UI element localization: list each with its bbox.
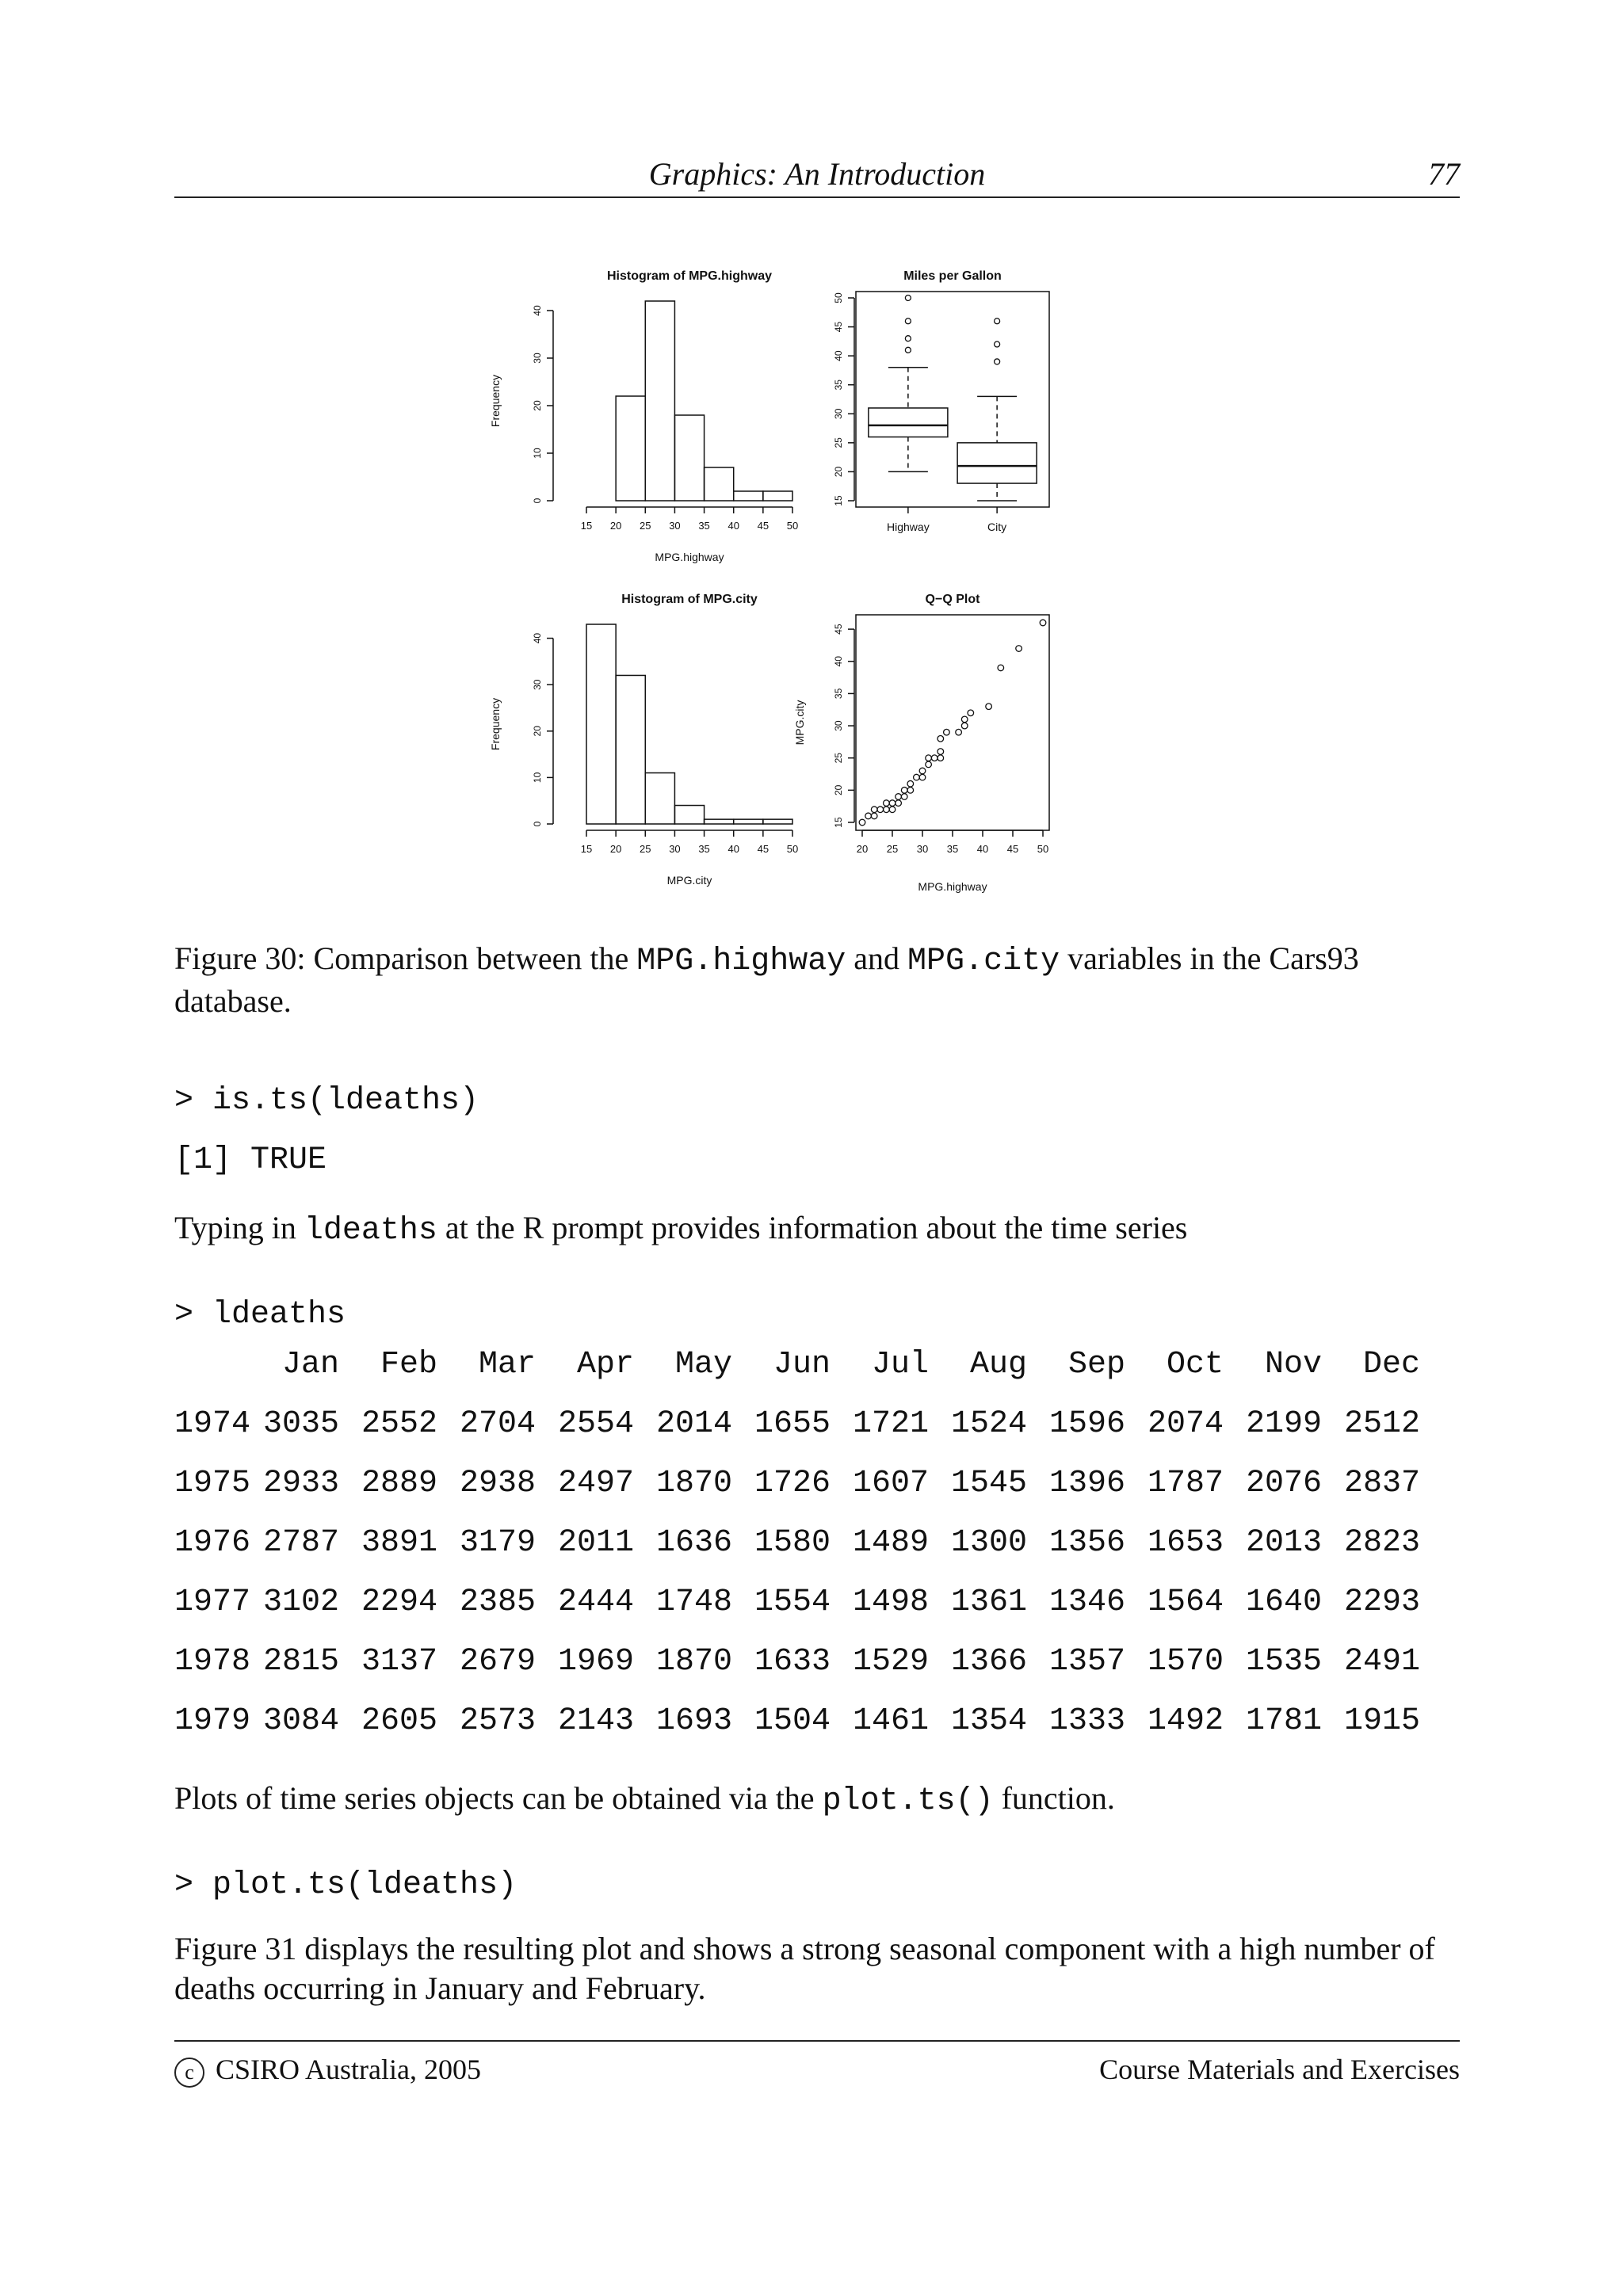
page-footer xyxy=(174,2040,1460,2085)
paragraph-figure-31: Figure 31 displays the resulting plot and shows a strong seasonal component with a high number of deaths occurring in January and February. xyxy=(174,1931,1435,2006)
output-true: [1] TRUE xyxy=(174,1142,327,1178)
value-cell: 1356 xyxy=(1048,1525,1125,1561)
boxplot-mpg-outlier xyxy=(905,336,911,341)
qq-plot-y-label: MPG.city xyxy=(793,700,806,746)
value-cell: 1396 xyxy=(1048,1466,1125,1501)
hist-highway-bar xyxy=(674,415,704,501)
qq-plot-point xyxy=(944,729,950,735)
boxplot-mpg-outlier xyxy=(905,318,911,324)
value-cell: 2013 xyxy=(1245,1525,1322,1561)
code-plot-ts: > plot.ts(ldeaths) xyxy=(174,1867,517,1903)
boxplot-mpg-title: Miles per Gallon xyxy=(903,269,1002,283)
month-header: Mar xyxy=(478,1347,536,1383)
value-cell: 1461 xyxy=(852,1703,929,1739)
value-cell: 1570 xyxy=(1147,1644,1224,1680)
figure-caption: Figure 30: Comparison between the MPG.highway and MPG.city variables in the Cars93 database. xyxy=(174,940,1359,1019)
paragraph-typing: Typing in ldeaths at the R prompt provides information about the time series xyxy=(174,1210,1188,1249)
paragraph-plot-ts: Plots of time series objects can be obtained via the plot.ts() function. xyxy=(174,1780,1115,1819)
hist-highway-x-tick-label: 45 xyxy=(757,520,769,532)
value-cell: 1693 xyxy=(655,1703,732,1739)
hist-city-y-tick-label: 10 xyxy=(532,772,543,784)
qq-plot-point xyxy=(889,807,896,813)
boxplot-mpg-outlier xyxy=(995,359,1000,364)
copyright-icon: c xyxy=(174,2058,204,2088)
qq-plot-x-tick-label: 35 xyxy=(946,843,959,855)
value-cell: 2837 xyxy=(1343,1466,1420,1501)
hist-highway-y-tick-label: 10 xyxy=(532,448,543,459)
value-cell: 1748 xyxy=(655,1585,732,1620)
hist-highway-bar xyxy=(705,467,734,501)
qq-plot-point xyxy=(884,800,890,807)
value-cell: 2294 xyxy=(361,1585,437,1620)
hist-highway-x-label: MPG.highway xyxy=(655,551,724,563)
value-cell: 1596 xyxy=(1048,1406,1125,1442)
value-cell: 1498 xyxy=(852,1585,929,1620)
value-cell: 1535 xyxy=(1245,1644,1322,1680)
value-cell: 1653 xyxy=(1147,1525,1224,1561)
hist-highway-x-tick-label: 30 xyxy=(669,520,681,532)
boxplot-mpg-category-label: City xyxy=(987,521,1007,533)
hist-highway-x-tick-label: 40 xyxy=(727,520,739,532)
hist-city-y-tick-label: 30 xyxy=(532,679,543,690)
qq-plot-point xyxy=(938,749,944,755)
qq-plot-x-tick-label: 25 xyxy=(886,843,899,855)
qq-plot-point xyxy=(889,800,896,807)
qq-plot-point xyxy=(919,774,926,780)
boxplot-mpg-y-tick-label: 25 xyxy=(833,437,844,448)
value-cell: 3137 xyxy=(361,1644,437,1680)
boxplot-mpg-outlier xyxy=(995,341,1000,347)
hist-city-bar xyxy=(734,819,763,824)
month-header: May xyxy=(674,1347,732,1383)
value-cell: 1870 xyxy=(655,1644,732,1680)
value-cell: 1361 xyxy=(950,1585,1027,1620)
value-cell: 1607 xyxy=(852,1466,929,1501)
boxplot-mpg-y-tick-label: 40 xyxy=(833,350,844,361)
qq-plot-point xyxy=(938,736,944,742)
qq-plot-y-tick-label: 15 xyxy=(833,817,844,828)
value-cell: 2444 xyxy=(557,1585,634,1620)
month-header: Dec xyxy=(1362,1347,1420,1383)
value-cell: 2199 xyxy=(1245,1406,1322,1442)
hist-city-x-tick-label: 30 xyxy=(669,843,681,855)
figure-30 xyxy=(475,238,1141,903)
hist-city-title: Histogram of MPG.city xyxy=(621,593,758,606)
value-cell: 1545 xyxy=(950,1466,1027,1501)
footer-copyright: c CSIRO Australia, 2005 xyxy=(174,2053,481,2088)
qq-plot-point xyxy=(896,800,902,807)
hist-city-x-tick-label: 45 xyxy=(757,843,769,855)
hist-city-x-tick-label: 20 xyxy=(609,843,622,855)
value-cell: 1333 xyxy=(1048,1703,1125,1739)
year-cell: 1975 xyxy=(174,1466,251,1501)
qq-plot-y-tick-label: 25 xyxy=(833,753,844,764)
value-cell: 1346 xyxy=(1048,1585,1125,1620)
inline-code-plot-ts: plot.ts() xyxy=(822,1783,994,1819)
value-cell: 1354 xyxy=(950,1703,1027,1739)
boxplot-mpg-category-label: Highway xyxy=(887,521,930,533)
value-cell: 1524 xyxy=(950,1406,1027,1442)
month-header: Feb xyxy=(380,1347,437,1383)
value-cell: 2497 xyxy=(557,1466,634,1501)
value-cell: 1489 xyxy=(852,1525,929,1561)
value-cell: 2076 xyxy=(1245,1466,1322,1501)
qq-plot-point xyxy=(859,819,865,826)
month-header: Aug xyxy=(969,1347,1027,1383)
value-cell: 2074 xyxy=(1147,1406,1224,1442)
boxplot-mpg-y-tick-label: 15 xyxy=(833,495,844,506)
qq-plot-point xyxy=(901,788,907,794)
hist-city-x-tick-label: 25 xyxy=(640,843,651,855)
value-cell: 1781 xyxy=(1245,1703,1322,1739)
value-cell: 1529 xyxy=(852,1644,929,1680)
value-cell: 1564 xyxy=(1147,1585,1224,1620)
hist-highway-x-tick-label: 20 xyxy=(609,520,622,532)
year-cell: 1976 xyxy=(174,1525,251,1561)
qq-plot-x-tick-label: 45 xyxy=(1006,843,1019,855)
value-cell: 2491 xyxy=(1343,1644,1420,1680)
boxplot-mpg-box xyxy=(869,408,948,437)
hist-highway-x-tick-label: 25 xyxy=(640,520,651,532)
hist-city-x-tick-label: 50 xyxy=(786,843,799,855)
qq-plot-point xyxy=(877,807,884,813)
boxplot-mpg-box xyxy=(957,443,1037,483)
inline-code-ldeaths: ldeaths xyxy=(304,1213,437,1249)
code-is-ts: > is.ts(ldeaths) xyxy=(174,1083,479,1119)
boxplot-mpg-y-tick-label: 45 xyxy=(833,321,844,333)
value-cell: 2143 xyxy=(557,1703,634,1739)
month-header: Jan xyxy=(281,1347,339,1383)
month-header: Apr xyxy=(576,1347,634,1383)
hist-city-y-label: Frequency xyxy=(489,697,502,751)
hist-city-x-tick-label: 35 xyxy=(698,843,710,855)
value-cell: 2011 xyxy=(557,1525,634,1561)
month-header: Sep xyxy=(1067,1347,1125,1383)
hist-city-x-tick-label: 40 xyxy=(727,843,739,855)
value-cell: 2573 xyxy=(459,1703,536,1739)
value-cell: 2938 xyxy=(459,1466,536,1501)
hist-city-bar xyxy=(616,675,645,824)
hist-city-bar xyxy=(586,624,616,824)
qq-plot-frame xyxy=(856,615,1049,830)
hist-highway-bar xyxy=(616,396,645,501)
qq-plot-y-tick-label: 45 xyxy=(833,624,844,635)
hist-city-x-tick-label: 15 xyxy=(580,843,593,855)
qq-plot-title: Q−Q Plot xyxy=(925,593,980,606)
value-cell: 1655 xyxy=(754,1406,831,1442)
value-cell: 2293 xyxy=(1343,1585,1420,1620)
qq-plot-point xyxy=(956,729,962,735)
value-cell: 2933 xyxy=(262,1466,339,1501)
qq-plot-point xyxy=(931,755,938,761)
code-ldeaths: > ldeaths xyxy=(174,1297,346,1333)
boxplot-mpg-outlier xyxy=(905,296,911,301)
value-cell: 2605 xyxy=(361,1703,437,1739)
hist-city-y-tick-label: 40 xyxy=(532,632,543,644)
value-cell: 1721 xyxy=(852,1406,929,1442)
value-cell: 1504 xyxy=(754,1703,831,1739)
value-cell: 1492 xyxy=(1147,1703,1224,1739)
running-title: Graphics: An Introduction xyxy=(648,156,986,192)
hist-highway-y-tick-label: 0 xyxy=(532,498,543,504)
hist-city-bar xyxy=(645,773,674,824)
value-cell: 1915 xyxy=(1343,1703,1420,1739)
qq-plot-x-tick-label: 20 xyxy=(856,843,869,855)
hist-city-y-tick-label: 20 xyxy=(532,726,543,737)
footer-course: Course Materials and Exercises xyxy=(1099,2054,1460,2085)
value-cell: 2014 xyxy=(655,1406,732,1442)
hist-city-y-tick-label: 0 xyxy=(532,821,543,827)
value-cell: 1636 xyxy=(655,1525,732,1561)
boxplot-mpg-y-tick-label: 30 xyxy=(833,408,844,419)
year-cell: 1977 xyxy=(174,1585,251,1620)
value-cell: 1870 xyxy=(655,1466,732,1501)
qq-plot-point xyxy=(938,755,944,761)
value-cell: 3179 xyxy=(459,1525,536,1561)
hist-highway-bar xyxy=(734,491,763,501)
qq-plot-x-tick-label: 50 xyxy=(1037,843,1049,855)
value-cell: 2889 xyxy=(361,1466,437,1501)
value-cell: 1969 xyxy=(557,1644,634,1680)
qq-plot-x-tick-label: 30 xyxy=(916,843,929,855)
qq-plot-x-label: MPG.highway xyxy=(918,880,987,893)
qq-plot-point xyxy=(986,704,992,710)
value-cell: 1366 xyxy=(950,1644,1027,1680)
month-header: Jul xyxy=(871,1347,929,1383)
qq-plot-point xyxy=(871,813,877,819)
value-cell: 1300 xyxy=(950,1525,1027,1561)
value-cell: 2385 xyxy=(459,1585,536,1620)
qq-plot-y-tick-label: 40 xyxy=(833,656,844,667)
month-header: Nov xyxy=(1264,1347,1322,1383)
hist-highway-bar xyxy=(645,301,674,501)
value-cell: 3891 xyxy=(361,1525,437,1561)
qq-plot-point xyxy=(865,813,872,819)
qq-plot-point xyxy=(998,665,1004,671)
value-cell: 3102 xyxy=(262,1585,339,1620)
value-cell: 2787 xyxy=(262,1525,339,1561)
page-number: 77 xyxy=(1428,156,1460,192)
value-cell: 2823 xyxy=(1343,1525,1420,1561)
boxplot-mpg-y-tick-label: 35 xyxy=(833,379,844,391)
qq-plot-point xyxy=(901,794,907,800)
qq-plot-point xyxy=(871,807,877,813)
boxplot-mpg-frame xyxy=(856,292,1049,507)
value-cell: 2815 xyxy=(262,1644,339,1680)
hist-highway-y-label: Frequency xyxy=(489,374,502,428)
value-cell: 2554 xyxy=(557,1406,634,1442)
qq-plot-x-tick-label: 40 xyxy=(976,843,989,855)
hist-highway-bar xyxy=(763,491,792,501)
value-cell: 3084 xyxy=(262,1703,339,1739)
qq-plot-y-tick-label: 20 xyxy=(833,784,844,796)
qq-plot-y-tick-label: 35 xyxy=(833,688,844,700)
value-cell: 1633 xyxy=(754,1644,831,1680)
value-cell: 2512 xyxy=(1343,1406,1420,1442)
boxplot-mpg-y-tick-label: 20 xyxy=(833,466,844,478)
hist-highway-y-tick-label: 40 xyxy=(532,305,543,316)
hist-highway-x-tick-label: 15 xyxy=(580,520,593,532)
value-cell: 1787 xyxy=(1147,1466,1224,1501)
qq-plot-point xyxy=(1016,646,1022,652)
year-cell: 1978 xyxy=(174,1644,251,1680)
qq-plot-point xyxy=(884,807,890,813)
running-header xyxy=(174,155,1460,198)
year-cell: 1974 xyxy=(174,1406,251,1442)
qq-plot-y-tick-label: 30 xyxy=(833,720,844,731)
qq-plot-point xyxy=(961,723,968,729)
value-cell: 1726 xyxy=(754,1466,831,1501)
boxplot-mpg-y-tick-label: 50 xyxy=(833,292,844,303)
hist-highway-x-tick-label: 35 xyxy=(698,520,710,532)
month-header: Oct xyxy=(1166,1347,1224,1383)
qq-plot-point xyxy=(926,761,932,768)
month-header: Jun xyxy=(773,1347,831,1383)
qq-plot-point xyxy=(914,774,920,780)
hist-city-x-label: MPG.city xyxy=(666,874,712,887)
caption-code-city: MPG.city xyxy=(907,944,1060,979)
hist-city-bar xyxy=(705,819,734,824)
qq-plot-point xyxy=(907,788,914,794)
caption-code-highway: MPG.highway xyxy=(636,944,846,979)
hist-highway-y-tick-label: 30 xyxy=(532,353,543,364)
qq-plot-point xyxy=(907,780,914,787)
value-cell: 1554 xyxy=(754,1585,831,1620)
value-cell: 1580 xyxy=(754,1525,831,1561)
qq-plot-point xyxy=(968,710,974,716)
qq-plot-point xyxy=(919,768,926,774)
value-cell: 2552 xyxy=(361,1406,437,1442)
boxplot-mpg-outlier xyxy=(905,347,911,353)
hist-highway-title: Histogram of MPG.highway xyxy=(606,269,773,283)
hist-city-bar xyxy=(674,806,704,824)
qq-plot-point xyxy=(961,716,968,723)
value-cell: 1357 xyxy=(1048,1644,1125,1680)
value-cell: 3035 xyxy=(262,1406,339,1442)
year-cell: 1979 xyxy=(174,1703,251,1739)
value-cell: 1640 xyxy=(1245,1585,1322,1620)
value-cell: 2679 xyxy=(459,1644,536,1680)
qq-plot-point xyxy=(926,755,932,761)
hist-highway-y-tick-label: 20 xyxy=(532,400,543,411)
qq-plot-point xyxy=(1040,620,1046,626)
hist-city-bar xyxy=(763,819,792,824)
qq-plot-point xyxy=(896,794,902,800)
value-cell: 2704 xyxy=(459,1406,536,1442)
hist-highway-x-tick-label: 50 xyxy=(786,520,799,532)
boxplot-mpg-outlier xyxy=(995,318,1000,324)
